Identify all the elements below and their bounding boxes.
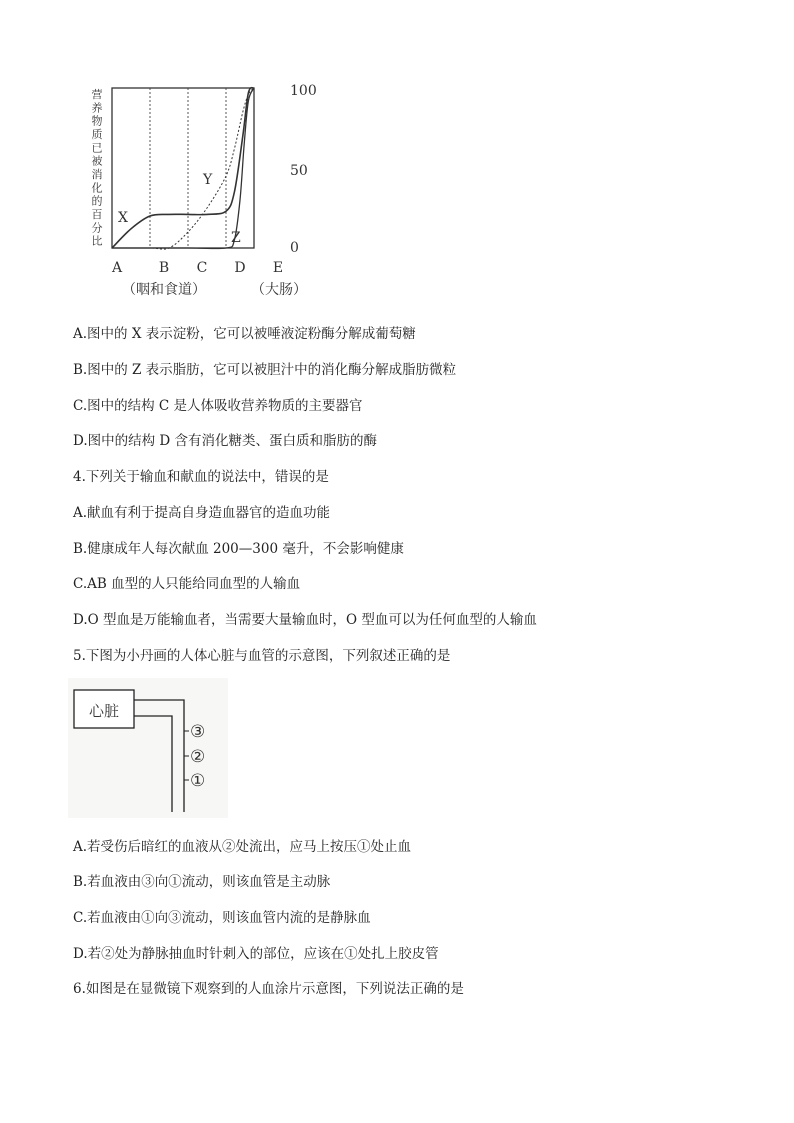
y-tick-50: 50 bbox=[290, 163, 308, 179]
marker-1: ① bbox=[190, 771, 206, 791]
series-label-x: X bbox=[118, 210, 128, 226]
y-axis-label-char: 养 bbox=[91, 101, 103, 115]
region-label-large-intestine: （大肠） bbox=[251, 282, 307, 298]
q3-option-c: C.图中的结构 C 是人体吸收营养物质的主要器官 bbox=[73, 398, 363, 414]
y-axis-label-char: 营 bbox=[91, 88, 103, 101]
q5-option-d: D.若②处为静脉抽血时针刺入的部位，应该在①处扎上胶皮管 bbox=[73, 946, 439, 962]
x-tick-b: B bbox=[158, 260, 170, 276]
y-axis-label-char: 分 bbox=[91, 221, 103, 235]
y-axis-label-char: 物 bbox=[91, 114, 103, 128]
q5-stem: 5.下图为小丹画的人体心脏与血管的示意图，下列叙述正确的是 bbox=[73, 648, 451, 664]
q3-option-a: A.图中的 X 表示淀粉，它可以被唾液淀粉酶分解成葡萄糖 bbox=[73, 326, 416, 342]
heart-label: 心脏 bbox=[88, 702, 120, 720]
chart-curves bbox=[112, 88, 254, 249]
q5-option-b: B.若血液由③向①流动，则该血管是主动脉 bbox=[73, 874, 331, 890]
y-tick-100: 100 bbox=[290, 83, 317, 99]
q6-stem: 6.如图是在显微镜下观察到的人血涂片示意图，下列说法正确的是 bbox=[73, 981, 464, 997]
q5-option-a: A.若受伤后暗红的血液从②处流出，应马上按压①处止血 bbox=[73, 839, 412, 855]
q4-option-d: D.O 型血是万能输血者，当需要大量输血时，O 型血可以为任何血型的人输血 bbox=[73, 612, 537, 628]
y-axis-label-char: 比 bbox=[91, 234, 103, 248]
curve-z bbox=[112, 88, 254, 249]
y-axis-label-char: 的 bbox=[91, 194, 103, 208]
chart-plot-frame bbox=[112, 88, 254, 248]
y-tick-0: 0 bbox=[290, 240, 299, 256]
q4-option-a: A.献血有利于提高自身造血器官的造血功能 bbox=[73, 505, 331, 521]
q3-option-b: B.图中的 Z 表示脂肪，它可以被胆汁中的消化酶分解成脂肪微粒 bbox=[73, 362, 457, 378]
curve-y bbox=[112, 88, 254, 249]
q4-stem: 4.下列关于输血和献血的说法中，错误的是 bbox=[73, 469, 329, 485]
x-tick-c: C bbox=[196, 260, 208, 276]
y-axis-label-char: 被 bbox=[91, 154, 103, 168]
x-tick-a: A bbox=[111, 260, 123, 276]
digestion-chart bbox=[84, 74, 324, 304]
q5-option-c: C.若血液由①向③流动，则该血管内流的是静脉血 bbox=[73, 910, 371, 926]
x-tick-e: E bbox=[272, 260, 284, 276]
chart-y-axis-label bbox=[92, 87, 103, 248]
region-label-pharynx-esophagus: （咽和食道） bbox=[122, 282, 206, 298]
y-axis-label-char: 化 bbox=[91, 181, 103, 195]
q3-option-d: D.图中的结构 D 含有消化糖类、蛋白质和脂肪的酶 bbox=[73, 433, 378, 449]
heart-vessel-diagram bbox=[68, 678, 228, 818]
y-axis-label-char: 质 bbox=[91, 128, 103, 141]
y-axis-label-char: 消 bbox=[91, 168, 103, 181]
q4-option-c: C.AB 血型的人只能给同血型的人输血 bbox=[73, 576, 301, 592]
marker-3: ③ bbox=[190, 722, 206, 742]
y-axis-label-char: 百 bbox=[91, 208, 103, 221]
x-tick-d: D bbox=[234, 260, 246, 276]
series-label-y: Y bbox=[203, 172, 213, 188]
chart-grid bbox=[150, 88, 226, 248]
y-axis-label-char: 已 bbox=[91, 141, 103, 155]
marker-2: ② bbox=[190, 747, 206, 767]
q4-option-b: B.健康成年人每次献血 200—300 毫升，不会影响健康 bbox=[73, 541, 404, 557]
series-label-z: Z bbox=[231, 230, 241, 246]
curve-x bbox=[112, 88, 254, 248]
